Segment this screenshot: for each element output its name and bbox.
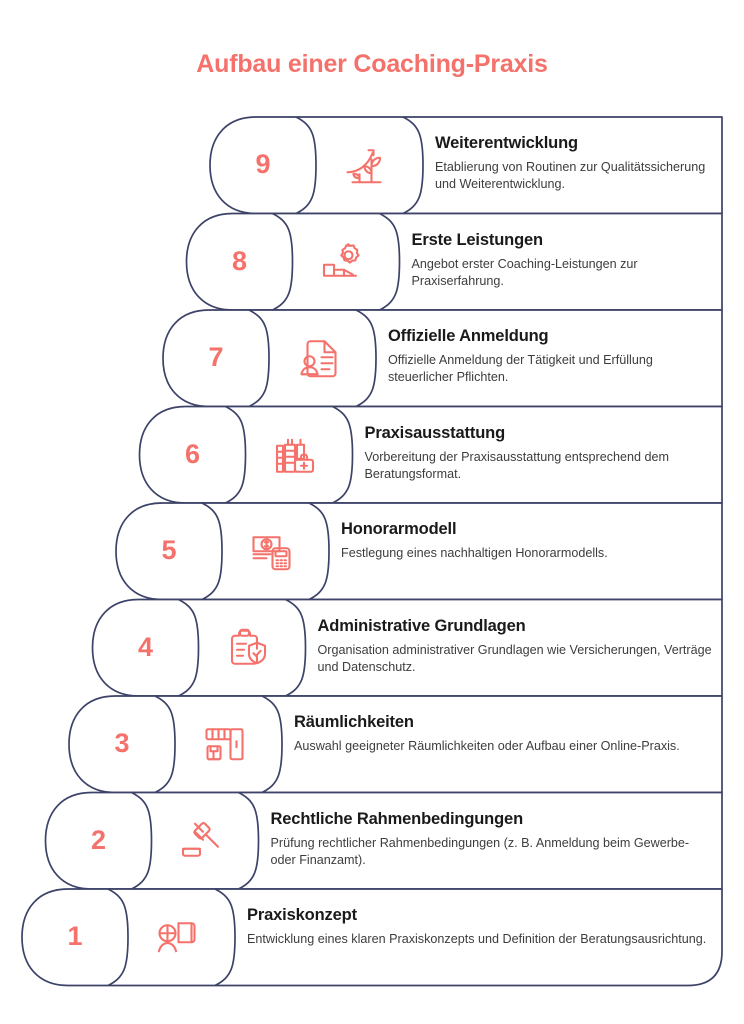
step-heading-4: Administrative Grundlagen [317, 616, 526, 635]
step-description-3: Auswahl geeigneter Räumlichkeiten oder Aufbau einer Online-Praxis. [294, 739, 680, 753]
step-heading-7: Offizielle Anmeldung [388, 327, 549, 345]
step-number-6: 6 [184, 438, 201, 469]
step-description-9: Etablierung von Routinen zur Qualitätssicherung und Weiterentwicklung. [435, 160, 706, 192]
step-number-1: 1 [67, 921, 83, 952]
step-heading-1: Praxiskonzept [247, 906, 357, 924]
step-description-8: Angebot erster Coaching-Leistungen zur Praxiserfahrung. [411, 256, 638, 288]
step-description-7: Offizielle Anmeldung der Tätigkeit und Erfüllung steuerlicher Pflichten. [388, 353, 653, 385]
step-description-6: Vorbereitung der Praxisausstattung entsprechend dem Beratungsformat. [364, 449, 670, 481]
step-heading-2: Rechtliche Rahmenbedingungen [270, 809, 523, 828]
step-number-3: 3 [114, 728, 130, 759]
step-heading-5: Honorarmodell [341, 520, 457, 538]
step-number-9: 9 [255, 149, 271, 180]
step-heading-8: Erste Leistungen [411, 230, 543, 249]
step-heading-9: Weiterentwicklung [435, 134, 578, 152]
step-description-4: Organisation administrativer Grundlagen wie Versicherungen, Verträge und Datenschutz. [317, 642, 712, 674]
step-description-5: Festlegung eines nachhaltigen Honorarmodells. [341, 546, 608, 560]
step-heading-6: Praxisausstattung [364, 423, 505, 442]
step-number-2: 2 [90, 824, 107, 855]
step-description-2: Prüfung rechtlicher Rahmenbedingungen (z. B. Anmeldung beim Gewerbe- oder Finanzamt). [270, 835, 690, 867]
step-number-8: 8 [231, 245, 248, 276]
step-number-4: 4 [137, 631, 154, 662]
page-title: Aufbau einer Coaching-Praxis [196, 50, 548, 78]
step-number-7: 7 [208, 342, 224, 373]
step-heading-3: Räumlichkeiten [294, 713, 414, 731]
step-number-5: 5 [161, 535, 177, 566]
step-description-1: Entwicklung eines klaren Praxiskonzepts und Definition der Beratungsausrichtung. [247, 932, 707, 946]
